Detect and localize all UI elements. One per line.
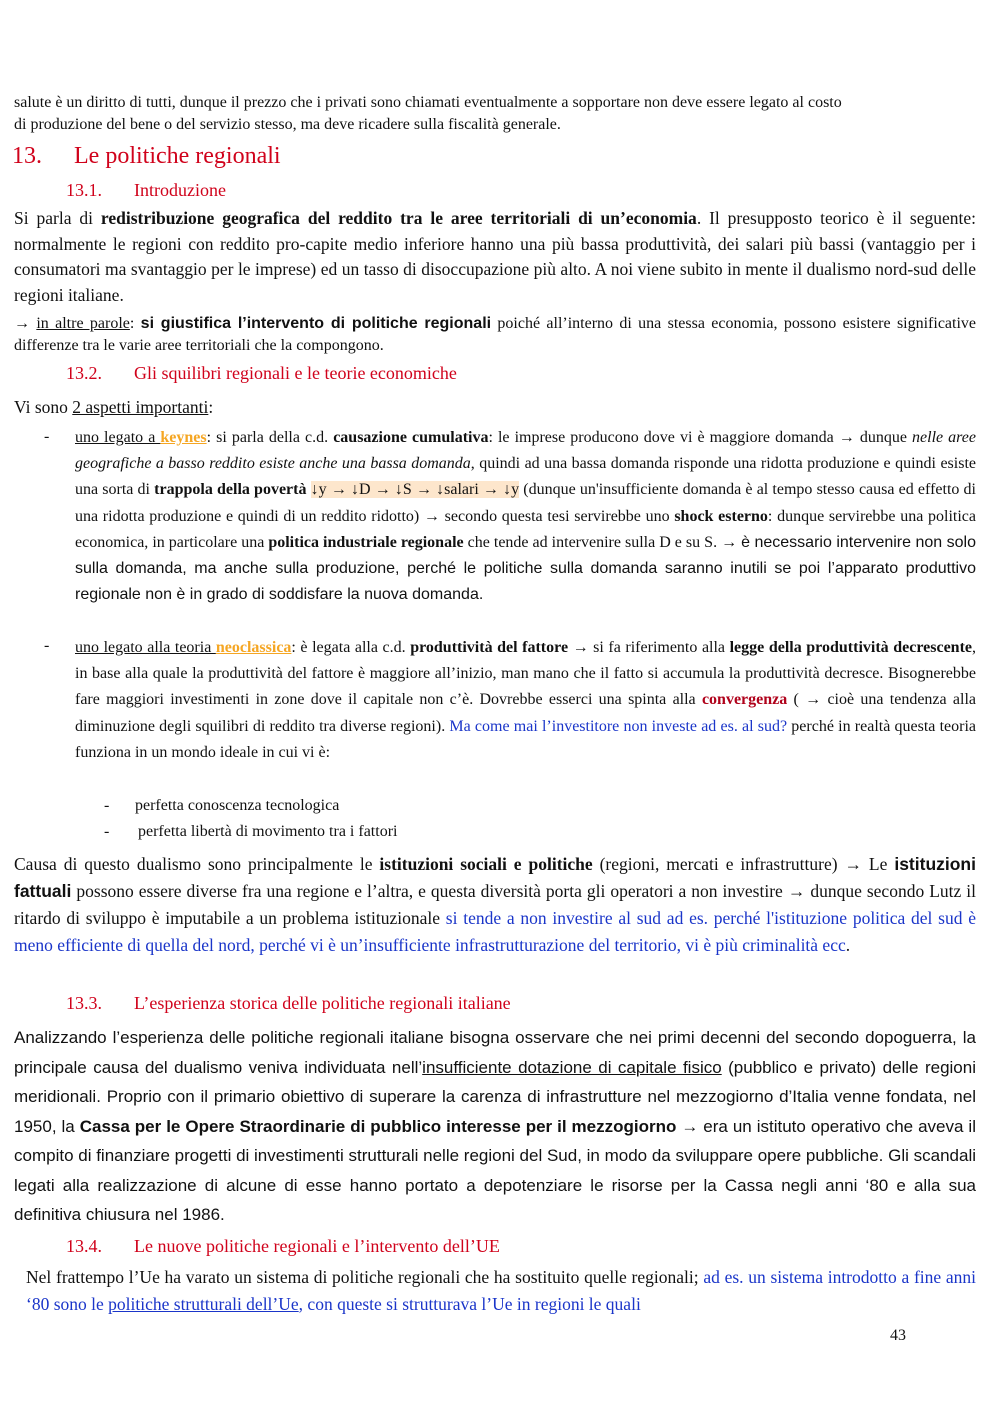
section-title: Introduzione — [134, 180, 226, 200]
list-bullet: - — [44, 637, 50, 654]
section-heading-13-3 — [66, 993, 511, 1014]
text-run: possono essere diverse fra una regione e l’altra, e questa diversità porta gli operatori a non investire → dunque secondo Lutz il ritardo di sviluppo è imputabile a un problema istituzionale — [14, 881, 976, 928]
text-run: Vi sono — [14, 397, 73, 417]
bold-term: Cassa per le Opere Straordinarie di pubblico interesse per il mezzogiorno — [79, 1116, 677, 1136]
neoclassica-keyword: neoclassica — [215, 639, 292, 656]
text-run: (dunque un'insufficiente domanda è al tempo stesso causa ed effetto di una ridotta produzione e quindi di un reddito ridotto) → secondo questa tesi servirebbe uno — [75, 481, 976, 525]
bold-term: causazione cumulativa — [333, 429, 489, 446]
bold-term: produttività del fattore — [410, 639, 569, 656]
eu-intervention-paragraph — [26, 1264, 976, 1318]
text-run: : le imprese producono dove vi è maggiore domanda → dunque — [488, 429, 913, 446]
sub-bullet: - — [104, 797, 110, 814]
text-run: : dunque servirebbe una politica economica, in particolare una — [75, 507, 977, 551]
section-number: 13.3. — [66, 993, 102, 1013]
list-bullet: - — [44, 428, 50, 445]
text-run: poiché all’interno di una stessa economia, possono esistere significative differenze tra le varie aree territoriali che la compongono. — [14, 315, 977, 354]
text-run: → si fa riferimento alla — [568, 639, 730, 656]
text-run: : — [129, 315, 141, 332]
text-run: Causa di questo dualismo sono principalmente le — [14, 854, 380, 874]
section-heading-13-2 — [66, 363, 457, 384]
text-run: (pubblico e privato) delle regioni meridionali. Proprio con il primario obiettivo di superare la carenza di infrastrutture nel mezzogiorno d’Italia venne fondata, nel 1950, la — [14, 1057, 976, 1136]
blue-underlined-term: politiche strutturali dell’Ue — [108, 1294, 299, 1314]
section-number: 13.4. — [66, 1236, 102, 1256]
chapter-number: 13. — [12, 143, 42, 169]
bold-term: politica industriale regionale — [268, 533, 464, 551]
blue-question: Ma come mai l’investitore non investe ad es. al sud? — [449, 717, 788, 735]
underlined-text: uno legato alla teoria — [75, 639, 216, 656]
underlined-text: insufficiente dotazione di capitale fisico — [422, 1057, 722, 1077]
sans-text-run: è necessario intervenire non solo sulla domanda, ma anche sulla produzione, perché le politiche sulla domanda saranno inutili se poi l’apparato produttivo regionale non è in grado di soddisfare la nuova domanda. — [75, 533, 977, 604]
aspects-lead — [14, 395, 976, 419]
text-run: , in base alla quale la produttività del fattore è maggiore all’inizio, man mano che il fatto si accumula la produttività decresce. Bisognerebbe fare maggiori investimenti in zone dove il capitale non c’è. Dovrebbe esserci una spinta alla — [75, 639, 976, 709]
section-heading-13-1 — [66, 180, 226, 201]
text-run: . Il presupposto teorico è il seguente: normalmente le regioni con reddito pro-capite medio inferiore hanno una più bassa produttività, dei salari più bassi (vantaggio per i consumatori ma svantaggio per le imprese) ed un tasso di disoccupazione più alto. A noi viene subito in mente il dualismo nord-sud delle regioni italiane. — [14, 208, 976, 305]
dualism-cause-paragraph — [14, 851, 976, 959]
text-run: Analizzando l’esperienza delle politiche regionali italiane bisogna osservare che nei primi decenni del secondo dopoguerra, la principale causa del dualismo veniva individuata nell’ — [14, 1028, 976, 1077]
bold-term: redistribuzione geografica del reddito tra le aree territoriali di un’economia — [100, 208, 697, 228]
intro-line-2: di produzione del bene o del servizio stesso, ma deve ricadere sulla fiscalità generale. — [14, 116, 561, 133]
arrow-glyph: → — [14, 315, 37, 332]
text-run: perché in realtà questa teoria funziona in un mondo ideale in cui vi è: — [75, 717, 977, 761]
section-heading-13-4 — [66, 1236, 500, 1257]
sub-item-tech-knowledge: perfetta conoscenza tecnologica — [135, 797, 340, 814]
section-number: 13.2. — [66, 363, 102, 383]
section-title: L’esperienza storica delle politiche regionali italiane — [134, 993, 511, 1013]
text-run: : — [208, 397, 214, 417]
text-run: Si parla di — [14, 208, 101, 228]
blue-example: si tende a non investire al sud ad es. perché l'istituzione politica del sud è meno efficiente di quella del nord, perché vi è un’insufficiente infrastrutturazione del territorio, vi è più criminalità ecc — [14, 908, 976, 955]
text-run: (regioni, mercati e infrastrutture) → Le — [592, 854, 895, 874]
page-number: 43 — [890, 1327, 906, 1344]
bold-term: trappola della povertà — [154, 481, 307, 499]
section-title: Le nuove politiche regionali e l’intervento dell’UE — [134, 1236, 500, 1256]
list-item-neoclassica — [75, 635, 976, 766]
text-run: : si parla della c.d. — [206, 429, 334, 446]
convergence-term: convergenza — [701, 691, 788, 709]
bold-term: shock esterno — [674, 507, 768, 525]
blue-example: , con queste si strutturava l’Ue in regioni le quali — [298, 1294, 641, 1314]
section-title: Gli squilibri regionali e le teorie economiche — [134, 363, 457, 383]
text-run: che tende ad intervenire sulla D e su S. → — [463, 533, 742, 551]
text-run: → era un istituto operativo che aveva il compito di finanziare progetti di investimenti strutturali nelle regioni del Sud, in modo da sviluppare opere pubbliche. Gli scandali legati alla realizzazione di alcune di esse hanno portato a depotenziare le risorse per la Cassa negli anni ‘80 e alla sua definitiva chiusura nel 1986. — [14, 1116, 976, 1224]
intro-line-1: salute è un diritto di tutti, dunque il prezzo che i privati sono chiamati eventualmente a sopportare non deve essere legato al costo — [14, 94, 842, 111]
italic-text: nelle aree geografiche a basso reddito esiste anche una bassa domanda — [75, 429, 977, 473]
underlined-text: 2 aspetti importanti — [72, 397, 209, 417]
bold-term: istituzioni fattuali — [14, 854, 976, 901]
underlined-text: uno legato a — [75, 429, 161, 446]
sub-item-factor-mobility: perfetta libertà di movimento tra i fattori — [138, 823, 398, 840]
historical-experience-paragraph — [14, 1023, 976, 1230]
text-run: : è legata alla c.d. — [291, 639, 411, 656]
highlighted-causal-chain: ↓y → ↓D → ↓S → ↓salari → ↓y — [310, 481, 520, 499]
bold-term: si giustifica l’intervento di politiche regionali — [140, 315, 492, 332]
keynes-keyword: keynes — [160, 429, 207, 446]
intro-section-paragraph — [14, 206, 976, 308]
text-run: ( → cioè una tendenza alla diminuzione degli squilibri di reddito tra diverse regioni). — [75, 691, 976, 735]
underlined-text: in altre parole — [36, 315, 130, 332]
bold-term: istituzioni sociali e politiche — [379, 854, 593, 874]
text-run: . — [845, 935, 851, 955]
list-item-keynes — [75, 425, 976, 608]
bold-term: legge della produttività decrescente — [729, 639, 972, 656]
chapter-title: Le politiche regionali — [74, 143, 281, 169]
text-run: Nel frattempo l’Ue ha varato un sistema di politiche regionali che ha sostituito quelle regionali; — [26, 1267, 704, 1287]
sub-bullet: - — [104, 823, 110, 840]
intro-paragraph — [14, 92, 976, 136]
text-run: , quindi ad una bassa domanda risponde una ridotta produzione e quindi esiste una sorta di — [75, 455, 976, 499]
chapter-heading — [12, 143, 281, 170]
in-other-words-paragraph — [14, 313, 976, 357]
blue-example: ad es. un sistema introdotto a fine anni ‘80 sono le — [26, 1267, 977, 1314]
section-number: 13.1. — [66, 180, 102, 200]
